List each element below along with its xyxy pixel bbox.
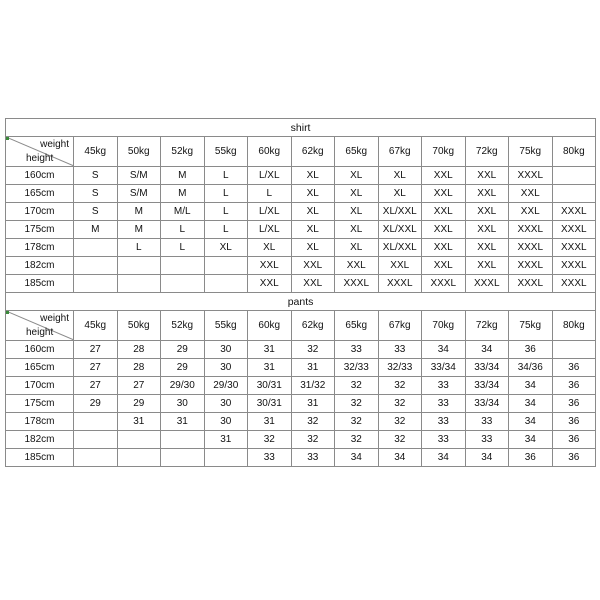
weight-axis-label: weight xyxy=(40,313,69,324)
size-cell xyxy=(117,431,161,449)
size-cell: 29/30 xyxy=(161,377,205,395)
height-cell: 165cm xyxy=(6,359,74,377)
size-cell: XXL xyxy=(422,221,466,239)
size-cell: 33 xyxy=(422,413,466,431)
size-cell: 31/32 xyxy=(291,377,335,395)
size-cell: XL xyxy=(335,239,379,257)
size-cell: XXXL xyxy=(552,257,596,275)
size-cell: XL/XXL xyxy=(378,203,422,221)
table-row xyxy=(6,239,596,257)
shirt-header-row xyxy=(6,137,596,167)
size-cell: XXL xyxy=(465,203,509,221)
size-cell: L xyxy=(204,167,248,185)
size-cell: 34 xyxy=(509,395,553,413)
height-cell: 178cm xyxy=(6,413,74,431)
size-cell: XL xyxy=(335,167,379,185)
weight-header: 65kg xyxy=(335,137,379,167)
size-cell: 30 xyxy=(161,395,205,413)
section-title: pants xyxy=(6,293,596,311)
size-cell: 32 xyxy=(335,413,379,431)
size-cell: XXL xyxy=(465,185,509,203)
size-cell xyxy=(117,275,161,293)
weight-header: 72kg xyxy=(465,137,509,167)
size-cell: 30 xyxy=(204,413,248,431)
table-row xyxy=(6,413,596,431)
size-cell: XL xyxy=(291,185,335,203)
size-cell: 32 xyxy=(335,431,379,449)
corner-header-cell xyxy=(6,137,74,167)
size-cell: 32 xyxy=(335,395,379,413)
size-cell: XXL xyxy=(509,185,553,203)
size-cell: 36 xyxy=(552,449,596,467)
height-cell: 182cm xyxy=(6,257,74,275)
weight-axis-label: weight xyxy=(40,139,69,150)
size-cell: XXL xyxy=(378,257,422,275)
size-cell: XXL xyxy=(291,275,335,293)
weight-header: 80kg xyxy=(552,311,596,341)
size-cell xyxy=(161,275,205,293)
size-cell: 33 xyxy=(422,431,466,449)
size-cell: 33 xyxy=(248,449,292,467)
weight-header: 50kg xyxy=(117,137,161,167)
size-cell: XXL xyxy=(422,185,466,203)
size-cell: 32 xyxy=(335,377,379,395)
size-cell: 33 xyxy=(335,341,379,359)
size-cell xyxy=(117,449,161,467)
size-cell: 33 xyxy=(378,341,422,359)
size-cell: XXL xyxy=(291,257,335,275)
height-cell: 170cm xyxy=(6,203,74,221)
size-cell: XL xyxy=(248,239,292,257)
size-cell xyxy=(74,275,118,293)
size-cell xyxy=(74,257,118,275)
size-cell: XXXL xyxy=(552,221,596,239)
size-cell: 31 xyxy=(248,341,292,359)
size-cell: 32/33 xyxy=(378,359,422,377)
size-cell: L xyxy=(117,239,161,257)
size-cell: 28 xyxy=(117,359,161,377)
size-cell: XXXL xyxy=(465,275,509,293)
size-cell: XXL xyxy=(335,257,379,275)
size-cell: XXL xyxy=(465,221,509,239)
corner-marker xyxy=(6,311,9,314)
size-cell: L/XL xyxy=(248,221,292,239)
weight-header: 45kg xyxy=(74,137,118,167)
size-cell: 32 xyxy=(378,395,422,413)
size-cell: XL xyxy=(204,239,248,257)
size-cell: 36 xyxy=(552,377,596,395)
size-cell: XXXL xyxy=(509,167,553,185)
size-cell: 30 xyxy=(204,395,248,413)
size-cell: 33/34 xyxy=(465,359,509,377)
section-title: shirt xyxy=(6,119,596,137)
size-cell: 29 xyxy=(161,359,205,377)
size-cell: M xyxy=(117,203,161,221)
size-cell xyxy=(552,167,596,185)
size-cell: 32 xyxy=(291,341,335,359)
size-cell: M xyxy=(117,221,161,239)
size-cell: L/XL xyxy=(248,203,292,221)
size-cell: 36 xyxy=(552,359,596,377)
size-cell: 32 xyxy=(378,377,422,395)
size-cell: XXXL xyxy=(335,275,379,293)
size-cell: L xyxy=(204,221,248,239)
size-cell: 30/31 xyxy=(248,395,292,413)
size-cell: 32 xyxy=(378,431,422,449)
size-cell: S xyxy=(74,167,118,185)
size-cell: XXL xyxy=(422,203,466,221)
size-cell: XL xyxy=(291,221,335,239)
weight-header: 60kg xyxy=(248,311,292,341)
size-cell xyxy=(161,257,205,275)
size-cell: XXL xyxy=(422,239,466,257)
size-cell: 31 xyxy=(291,395,335,413)
size-cell: XL/XXL xyxy=(378,221,422,239)
height-cell: 185cm xyxy=(6,449,74,467)
table-row xyxy=(6,185,596,203)
size-cell: 34 xyxy=(335,449,379,467)
size-cell: 31 xyxy=(117,413,161,431)
height-cell: 175cm xyxy=(6,221,74,239)
size-cell: 29/30 xyxy=(204,377,248,395)
size-cell: XXXL xyxy=(378,275,422,293)
height-cell: 185cm xyxy=(6,275,74,293)
size-cell: 34 xyxy=(422,449,466,467)
size-cell: M xyxy=(161,167,205,185)
table-row xyxy=(6,257,596,275)
table-row xyxy=(6,431,596,449)
size-cell: 33 xyxy=(422,377,466,395)
size-cell: 34 xyxy=(509,431,553,449)
size-cell: 32 xyxy=(378,413,422,431)
size-cell: S xyxy=(74,185,118,203)
size-cell: XXXL xyxy=(509,275,553,293)
size-cell xyxy=(552,185,596,203)
weight-header: 45kg xyxy=(74,311,118,341)
size-cell: 30/31 xyxy=(248,377,292,395)
table-row xyxy=(6,275,596,293)
size-cell: XXXL xyxy=(509,221,553,239)
size-chart-body xyxy=(6,119,596,467)
size-cell: XXXL xyxy=(552,239,596,257)
size-cell xyxy=(161,431,205,449)
height-cell: 175cm xyxy=(6,395,74,413)
size-cell: 32 xyxy=(248,431,292,449)
size-cell: 34 xyxy=(465,449,509,467)
size-cell xyxy=(204,449,248,467)
size-cell: M/L xyxy=(161,203,205,221)
size-cell: XXXL xyxy=(552,203,596,221)
size-cell: L xyxy=(161,221,205,239)
size-cell: L xyxy=(248,185,292,203)
size-cell xyxy=(204,257,248,275)
weight-header: 67kg xyxy=(378,311,422,341)
height-cell: 160cm xyxy=(6,167,74,185)
table-row xyxy=(6,341,596,359)
size-cell: XL xyxy=(378,185,422,203)
size-cell xyxy=(161,449,205,467)
size-cell: 27 xyxy=(117,377,161,395)
weight-header: 65kg xyxy=(335,311,379,341)
weight-header: 70kg xyxy=(422,137,466,167)
height-cell: 160cm xyxy=(6,341,74,359)
size-cell: 27 xyxy=(74,341,118,359)
size-cell: 33 xyxy=(291,449,335,467)
table-row xyxy=(6,203,596,221)
size-cell: XL xyxy=(291,203,335,221)
height-cell: 178cm xyxy=(6,239,74,257)
size-cell: 31 xyxy=(204,431,248,449)
size-cell: 30 xyxy=(204,359,248,377)
size-cell xyxy=(74,449,118,467)
size-cell: L xyxy=(204,185,248,203)
size-cell: S/M xyxy=(117,185,161,203)
size-cell xyxy=(204,275,248,293)
size-cell: 33 xyxy=(465,413,509,431)
size-cell xyxy=(74,431,118,449)
table-row xyxy=(6,359,596,377)
size-cell: XL xyxy=(291,167,335,185)
size-cell: 29 xyxy=(161,341,205,359)
size-cell: XL xyxy=(291,239,335,257)
height-axis-label: height xyxy=(26,153,54,164)
pants-title-row xyxy=(6,293,596,311)
size-cell: M xyxy=(161,185,205,203)
corner-header-cell xyxy=(6,311,74,341)
size-cell: XXL xyxy=(248,257,292,275)
size-cell: 29 xyxy=(117,395,161,413)
size-cell: XXL xyxy=(509,203,553,221)
size-cell: XXL xyxy=(465,239,509,257)
table-row xyxy=(6,377,596,395)
size-cell: S/M xyxy=(117,167,161,185)
size-cell: XXL xyxy=(465,167,509,185)
table-row xyxy=(6,395,596,413)
size-cell: 31 xyxy=(161,413,205,431)
size-cell: L xyxy=(161,239,205,257)
size-cell: L/XL xyxy=(248,167,292,185)
size-cell xyxy=(552,341,596,359)
size-cell: 27 xyxy=(74,377,118,395)
size-cell: XXXL xyxy=(552,275,596,293)
size-cell: XXXL xyxy=(509,239,553,257)
size-cell: XL/XXL xyxy=(378,239,422,257)
size-cell: 33/34 xyxy=(465,377,509,395)
size-cell: 36 xyxy=(552,431,596,449)
weight-header: 55kg xyxy=(204,137,248,167)
size-cell: XXL xyxy=(422,257,466,275)
size-cell: 33/34 xyxy=(422,359,466,377)
weight-header: 55kg xyxy=(204,311,248,341)
size-cell: 31 xyxy=(248,359,292,377)
size-cell: S xyxy=(74,203,118,221)
size-cell: XXL xyxy=(248,275,292,293)
size-cell xyxy=(117,257,161,275)
pants-header-row xyxy=(6,311,596,341)
size-cell: XXL xyxy=(422,167,466,185)
size-cell: 31 xyxy=(291,359,335,377)
size-cell: 30 xyxy=(204,341,248,359)
size-cell: 34 xyxy=(509,413,553,431)
height-cell: 170cm xyxy=(6,377,74,395)
size-cell: 34 xyxy=(378,449,422,467)
weight-header: 62kg xyxy=(291,311,335,341)
weight-header: 50kg xyxy=(117,311,161,341)
size-cell: XL xyxy=(335,185,379,203)
weight-header: 75kg xyxy=(509,137,553,167)
size-cell: 27 xyxy=(74,359,118,377)
weight-header: 75kg xyxy=(509,311,553,341)
size-cell: 34/36 xyxy=(509,359,553,377)
weight-header: 60kg xyxy=(248,137,292,167)
weight-header: 52kg xyxy=(161,137,205,167)
weight-header: 62kg xyxy=(291,137,335,167)
size-cell xyxy=(74,413,118,431)
weight-header: 52kg xyxy=(161,311,205,341)
size-cell: 29 xyxy=(74,395,118,413)
size-cell: 36 xyxy=(552,395,596,413)
size-cell: 34 xyxy=(465,341,509,359)
size-cell: 34 xyxy=(422,341,466,359)
size-cell: 32/33 xyxy=(335,359,379,377)
size-chart-table xyxy=(5,118,596,467)
size-cell: XXL xyxy=(465,257,509,275)
size-cell: XXXL xyxy=(509,257,553,275)
size-cell: 33 xyxy=(465,431,509,449)
height-cell: 182cm xyxy=(6,431,74,449)
corner-marker xyxy=(6,137,9,140)
height-cell: 165cm xyxy=(6,185,74,203)
table-row xyxy=(6,449,596,467)
size-cell: 36 xyxy=(552,413,596,431)
size-cell: XL xyxy=(335,221,379,239)
size-cell: 31 xyxy=(248,413,292,431)
size-cell xyxy=(74,239,118,257)
size-cell: 33/34 xyxy=(465,395,509,413)
size-cell: 36 xyxy=(509,449,553,467)
table-row xyxy=(6,167,596,185)
height-axis-label: height xyxy=(26,327,54,338)
size-cell: 32 xyxy=(291,413,335,431)
size-cell: XL xyxy=(378,167,422,185)
size-cell: 28 xyxy=(117,341,161,359)
size-cell: XXXL xyxy=(422,275,466,293)
table-row xyxy=(6,221,596,239)
size-cell: M xyxy=(74,221,118,239)
size-cell: XL xyxy=(335,203,379,221)
weight-header: 80kg xyxy=(552,137,596,167)
shirt-title-row xyxy=(6,119,596,137)
size-cell: 33 xyxy=(422,395,466,413)
size-cell: 34 xyxy=(509,377,553,395)
weight-header: 70kg xyxy=(422,311,466,341)
size-cell: 36 xyxy=(509,341,553,359)
size-cell: L xyxy=(204,203,248,221)
weight-header: 72kg xyxy=(465,311,509,341)
weight-header: 67kg xyxy=(378,137,422,167)
size-cell: 32 xyxy=(291,431,335,449)
